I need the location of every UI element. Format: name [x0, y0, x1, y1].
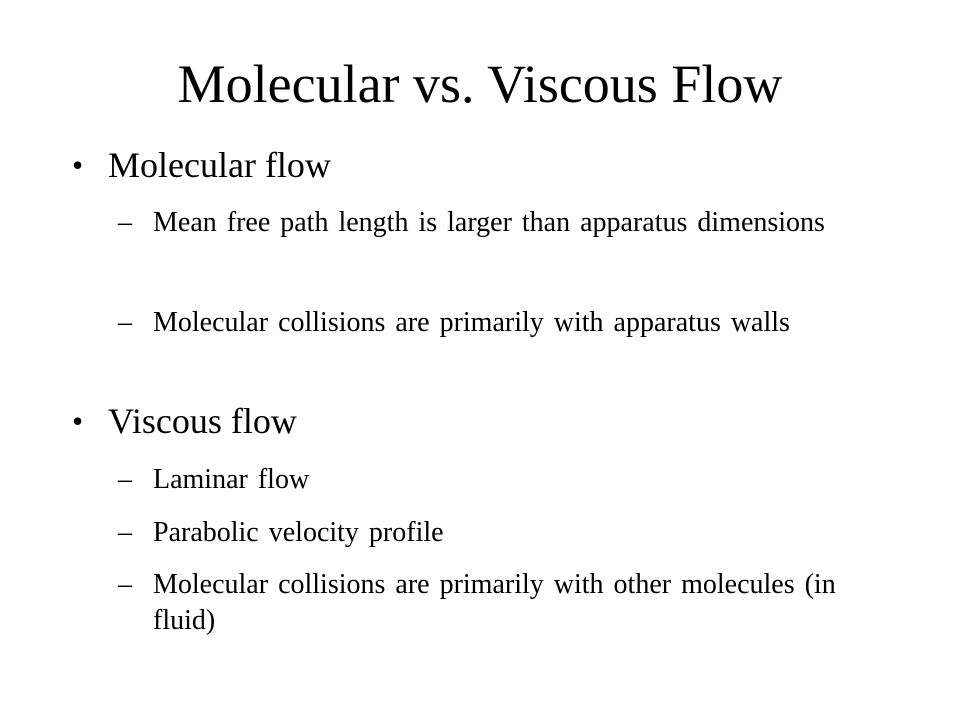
dash-icon: –	[118, 207, 132, 238]
dash-icon: –	[118, 517, 132, 548]
bullet-label: Molecular flow	[108, 145, 331, 185]
subitem-laminar-flow	[118, 462, 858, 498]
slide-title: Molecular vs. Viscous Flow	[177, 54, 783, 114]
subitem-text: Laminar flow	[153, 464, 310, 495]
dash-icon: –	[118, 464, 132, 495]
subitem-text: Parabolic velocity profile	[153, 517, 444, 548]
subitem-text: Mean free path length is larger than apparatus dimensions	[153, 207, 825, 238]
bullet-label: Viscous flow	[108, 401, 297, 441]
subitem-collisions-walls	[118, 305, 858, 341]
subitem-collisions-molecules	[118, 567, 858, 639]
dash-icon: –	[118, 307, 132, 338]
bullet-icon: •	[72, 403, 84, 439]
subitem-text: Molecular collisions are primarily with apparatus walls	[153, 307, 790, 338]
subitem-parabolic-profile	[118, 515, 858, 551]
subitem-text: Molecular collisions are primarily with other molecules (in fluid)	[153, 569, 836, 636]
dash-icon: –	[118, 569, 132, 600]
subitem-mean-free-path	[118, 205, 858, 241]
bullet-icon: •	[72, 147, 84, 183]
